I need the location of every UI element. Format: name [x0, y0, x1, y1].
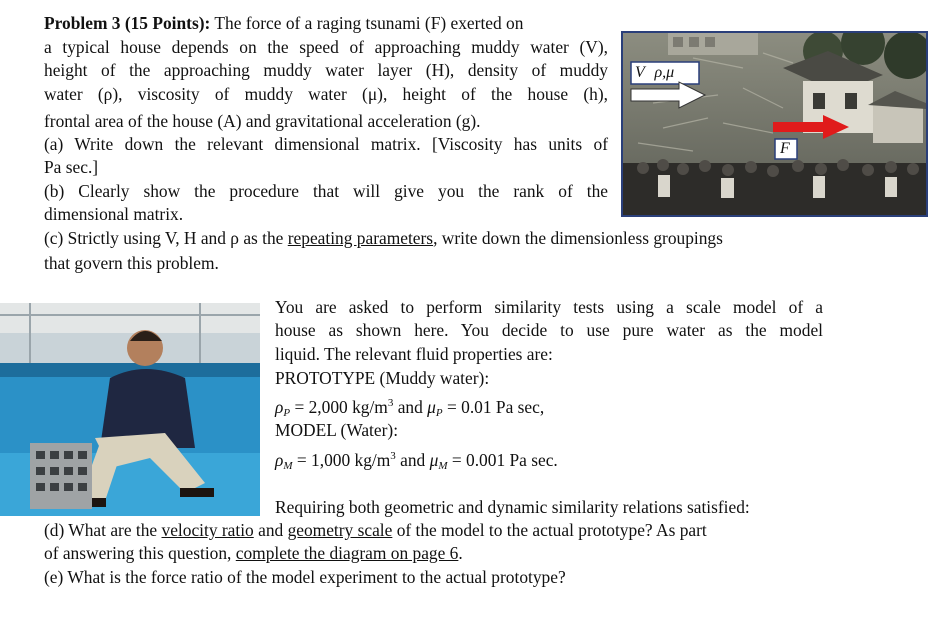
intro-line-1: The force of a raging tsunami (F) exerted on — [214, 13, 524, 33]
geometry-scale-link: geometry scale — [287, 520, 393, 540]
velocity-density-viscosity-label — [635, 62, 674, 84]
prototype-heading: PROTOTYPE (Muddy water): — [275, 368, 490, 388]
part-d-line-2 — [44, 542, 463, 565]
part-d-pre: (d) What are the — [44, 520, 162, 540]
part-c-line-1 — [44, 227, 723, 250]
problem-line-1 — [44, 12, 608, 35]
similarity-line-2: house as shown here. You decide to use pure water as the model — [275, 320, 823, 340]
part-d-line2-pre: of answering this question, — [44, 543, 236, 563]
part-a-line-2: Pa sec.] — [44, 157, 99, 177]
model-heading: MODEL (Water): — [275, 420, 399, 440]
part-a-line-1: (a) Write down the relevant dimensional matrix. [Viscosity has units of — [44, 134, 608, 154]
part-b-line-1: (b) Clearly show the procedure that will give you the rank of the — [44, 181, 608, 201]
repeating-parameters-link: repeating parameters — [287, 228, 434, 248]
part-b-line-2: dimensional matrix. — [44, 204, 184, 224]
tsunami-photo — [621, 31, 928, 217]
similarity-line-1: You are asked to perform similarity tests using a scale model of a — [275, 297, 823, 317]
problem-line-5: frontal area of the house (A) and gravitational acceleration (g). — [44, 111, 481, 131]
problem-line-4: water (ρ), viscosity of muddy water (μ), height of the house (h), — [44, 84, 608, 104]
prototype-properties: $\rho_P = 2,000$ $kg/m^3$ and $\mu_P = 0.01$ Pa sec, — [275, 397, 545, 419]
tsunami-photo-graphic — [623, 33, 926, 215]
velocity-ratio-link: velocity ratio — [161, 520, 254, 540]
diagram-link: complete the diagram on page 6 — [235, 543, 459, 563]
label-rho-mu: ρ,μ — [654, 64, 675, 81]
problem-line-3: height of the approaching muddy water layer (H), density of muddy — [44, 60, 608, 80]
similarity-line-3: liquid. The relevant fluid properties are: — [275, 344, 553, 364]
part-d-line2-post: . — [458, 543, 463, 563]
part-e-line: (e) What is the force ratio of the model experiment to the actual prototype? — [44, 567, 566, 587]
part-d-post: of the model to the actual prototype? As part — [392, 520, 707, 540]
part-c-pre: (c) Strictly using V, H and ρ as the — [44, 228, 288, 248]
lab-model-photo — [0, 303, 260, 516]
problem-heading: Problem 3 (15 Points): — [44, 13, 211, 33]
model-viscosity: = 0.001 Pa sec. — [451, 450, 558, 470]
prototype-viscosity: = 0.01 Pa sec, — [446, 397, 545, 417]
label-v: V — [635, 64, 645, 81]
model-properties: $\rho_M = 1,000$ $kg/m^3$ and $\mu_M = 0.001$ Pa sec. — [275, 450, 558, 472]
force-label: F — [780, 140, 790, 157]
lab-photo-graphic — [0, 303, 260, 516]
part-d-line-1 — [44, 519, 707, 542]
prototype-density: = 2,000 kg/m — [294, 397, 388, 417]
part-d-mid: and — [253, 520, 288, 540]
part-c-line-2: that govern this problem. — [44, 253, 219, 273]
model-density: = 1,000 kg/m — [296, 450, 391, 470]
problem-line-2: a typical house depends on the speed of approaching muddy water (V), — [44, 37, 608, 57]
part-c-post: , write down the dimensionless groupings — [433, 228, 723, 248]
requiring-line: Requiring both geometric and dynamic similarity relations satisfied: — [275, 497, 750, 517]
